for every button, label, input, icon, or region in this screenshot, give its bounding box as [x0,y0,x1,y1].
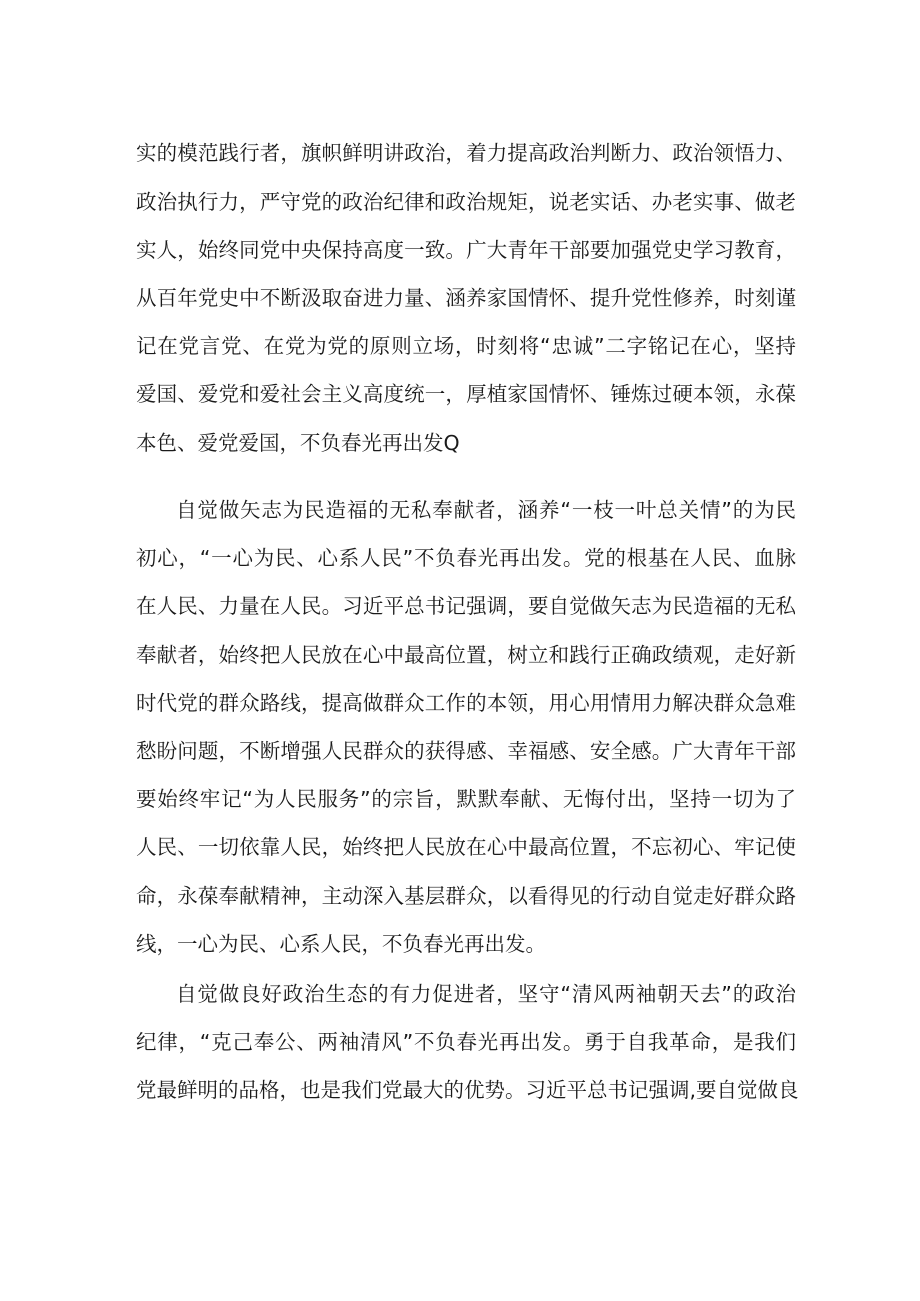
paragraph-3-line-2: 纪律，“克己奉公、两袖清风”不负春光再出发。勇于自我革命，是我们 [136,1030,796,1054]
paragraph-1-line-5: 记在党言党、在党为党的原则立场，时刻将“忠诚”二字铭记在心，坚持 [136,334,796,358]
paragraph-1-line-4: 从百年党史中不断汲取奋进力量、涵养家国情怀、提升党性修养，时刻谨 [136,286,796,310]
paragraph-2-line-7: 要始终牢记“为人民服务”的宗旨，默默奉献、无悔付出，坚持一切为了 [136,787,796,811]
paragraph-2-line-9: 命，永葆奉献精神，主动深入基层群众，以看得见的行动自觉走好群众路 [136,884,796,908]
paragraph-1-line-6: 爱国、爱党和爱社会主义高度统一，厚植家国情怀、锤炼过硬本领，永葆 [136,382,796,406]
paragraph-2-line-4: 奉献者，始终把人民放在心中最高位置，树立和践行正确政绩观，走好新 [136,643,796,667]
paragraph-1-line-7: 本色、爱党爱国，不负春光再出发Q [136,431,460,455]
paragraph-2-line-3: 在人民、力量在人民。习近平总书记强调，要自觉做矢志为民造福的无私 [136,594,796,618]
paragraph-2-line-1: 自觉做矢志为民造福的无私奉献者，涵养“一枝一叶总关情”的为民 [176,498,796,522]
paragraph-1-line-3: 实人，始终同党中央保持高度一致。广大青年干部要加强党史学习教育， [136,238,796,262]
paragraph-2-line-5: 时代党的群众路线，提高做群众工作的本领，用心用情用力解决群众急难 [136,691,796,715]
paragraph-2-line-10: 线，一心为民、心系人民，不负春光再出发。 [136,932,546,956]
paragraph-1-line-1: 实的模范践行者，旗帜鲜明讲政治，着力提高政治判断力、政治领悟力、 [136,141,796,165]
paragraph-2-line-8: 人民、一切依靠人民，始终把人民放在心中最高位置，不忘初心、牢记使 [136,835,796,859]
paragraph-2-line-2: 初心，“一心为民、心系人民”不负春光再出发。党的根基在人民、血脉 [136,546,796,570]
paragraph-3-line-1: 自觉做良好政治生态的有力促进者，坚守“清风两袖朝天去”的政治 [176,982,796,1006]
paragraph-2-line-6: 愁盼问题，不断增强人民群众的获得感、幸福感、安全感。广大青年干部 [136,739,796,763]
paragraph-1-line-2: 政治执行力，严守党的政治纪律和政治规矩，说老实话、办老实事、做老 [136,190,796,214]
paragraph-3-line-3: 党最鲜明的品格，也是我们党最大的优势。习近平总书记强调,要自觉做良 [136,1078,799,1102]
